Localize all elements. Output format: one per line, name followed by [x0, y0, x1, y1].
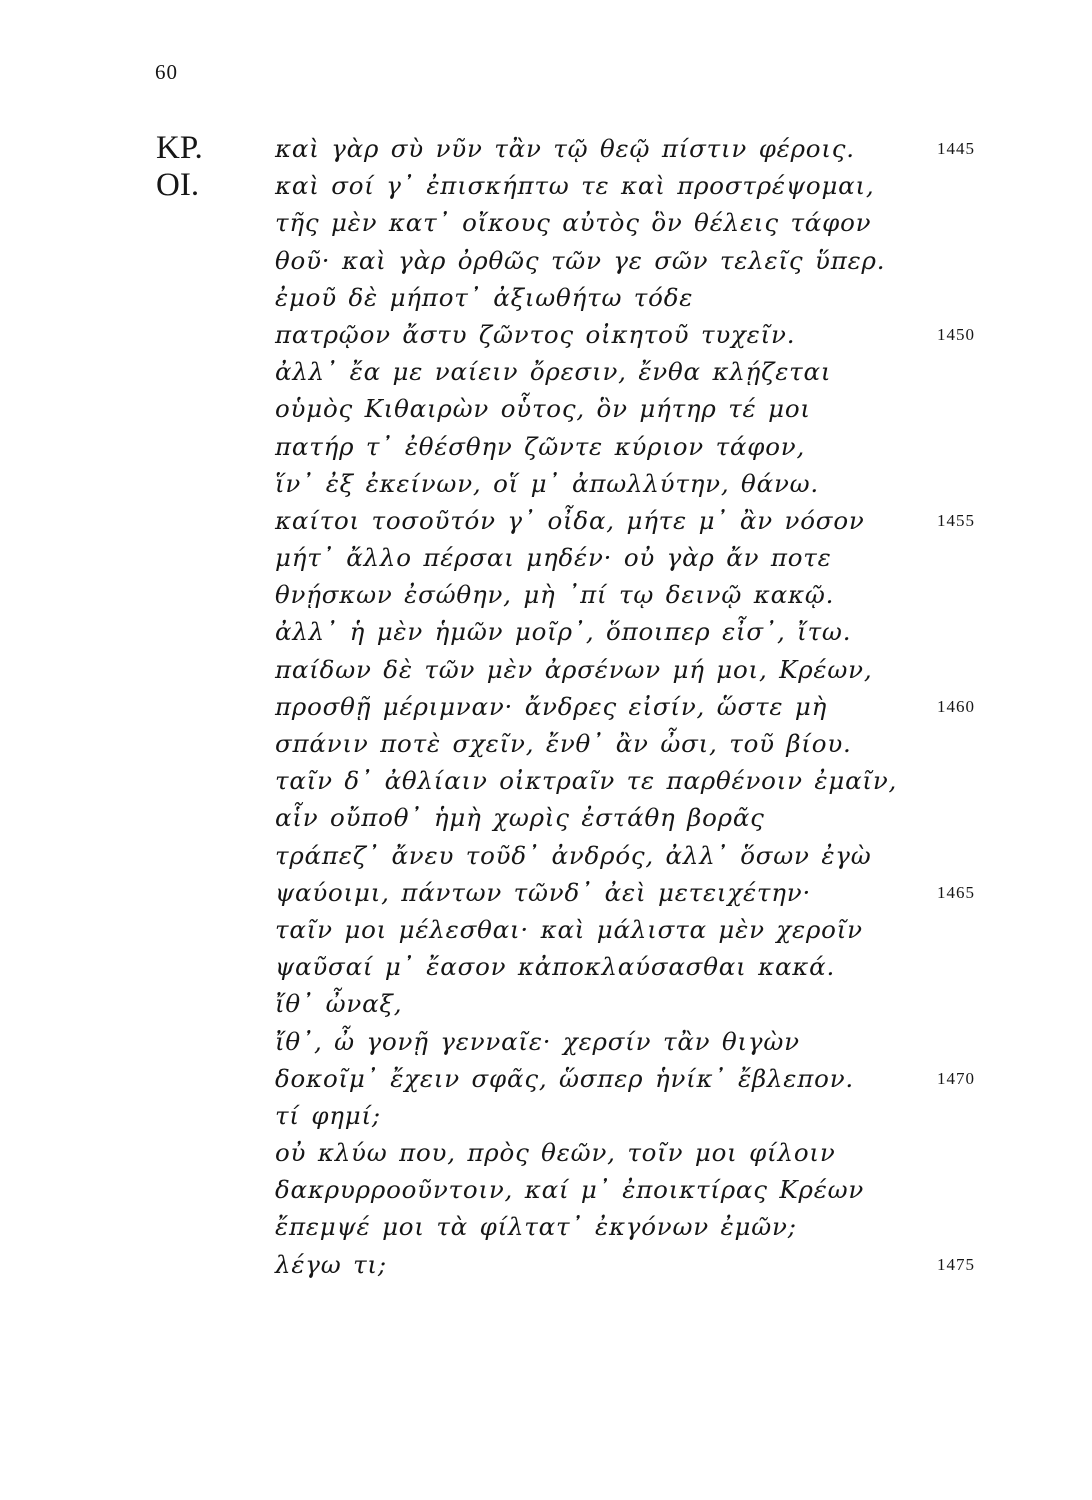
verse-line [0, 725, 1092, 762]
verse-text: παίδων δὲ τῶν μὲν ἀρσένων μή μοι, Κρέων, [275, 654, 873, 684]
verse-text: καίτοι τοσοῦτόν γ᾽ οἶδα, μήτε μ᾽ ἂν νόσον [275, 505, 865, 535]
verse-text: τί φημί; [275, 1100, 381, 1130]
verse-line [0, 799, 1092, 836]
verse-line [0, 948, 1092, 985]
verse-line [0, 985, 1092, 1022]
line-number: 1465 [937, 882, 975, 902]
page-number: 60 [155, 60, 178, 84]
verse-line [0, 167, 1092, 204]
line-number: 1445 [937, 139, 975, 158]
verse-text: ἵν᾽ ἐξ ἐκείνων, οἵ μ᾽ ἀπωλλύτην, θάνω. [275, 468, 820, 498]
verse-line [0, 204, 1092, 241]
verse-text: δακρυρροοῦντοιν, καί μ᾽ ἐποικτίρας Κρέων [275, 1175, 865, 1205]
verse-line [0, 465, 1092, 502]
verse-text: τῆς μὲν κατ᾽ οἴκους αὐτὸς ὃν θέλεις τάφον [275, 208, 872, 238]
verse-block [0, 130, 1092, 1283]
verse-line [0, 130, 1092, 167]
verse-text: τράπεζ᾽ ἄνευ τοῦδ᾽ ἀνδρός, ἀλλ᾽ ὅσων ἐγὼ [275, 840, 872, 870]
verse-text: καὶ γὰρ σὺ νῦν τἂν τῷ θεῷ πίστιν φέροις. [275, 134, 855, 163]
verse-line [0, 1023, 1092, 1060]
verse-text: οὐ κλύω που, πρὸς θεῶν, τοῖν μοι φίλοιν [275, 1138, 836, 1168]
verse-text: θοῦ· καὶ γὰρ ὀρθῶς τῶν γε σῶν τελεῖς ὕπερ. [275, 245, 886, 275]
verse-text: πατήρ τ᾽ ἐθέσθην ζῶντε κύριον τάφον, [275, 431, 806, 461]
verse-line [0, 688, 1092, 725]
verse-text: πατρῷον ἄστυ ζῶντος οἰκητοῦ τυχεῖν. [275, 319, 796, 349]
verse-text: δοκοῖμ᾽ ἔχειν σφᾶς, ὥσπερ ἡνίκ᾽ ἔβλεπον. [275, 1063, 854, 1093]
verse-text: σπάνιν ποτὲ σχεῖν, ἔνθ᾽ ἂν ὦσι, τοῦ βίου. [275, 729, 852, 758]
verse-text: ἴθ᾽ ὦναξ, [275, 989, 403, 1019]
verse-line [0, 762, 1092, 799]
verse-line [0, 242, 1092, 279]
speaker-label: ΚΡ. [156, 130, 203, 166]
verse-text: ψαύοιμι, πάντων τῶνδ᾽ ἀεὶ μετειχέτην· [275, 877, 812, 907]
verse-line [0, 576, 1092, 613]
verse-line [0, 428, 1092, 465]
line-number: 1455 [937, 510, 975, 530]
verse-line [0, 279, 1092, 316]
verse-text: αἷν οὔποθ᾽ ἡμὴ χωρὶς ἐστάθη βορᾶς [275, 803, 765, 833]
verse-line [0, 502, 1092, 539]
verse-line [0, 1060, 1092, 1097]
verse-text: ἴθ᾽, ὦ γονῇ γενναῖε· χερσίν τἂν θιγὼν [275, 1026, 800, 1056]
verse-line [0, 874, 1092, 911]
verse-text: ἀλλ᾽ ἔα με ναίειν ὄρεσιν, ἔνθα κλῄζεται [275, 357, 832, 387]
verse-line [0, 911, 1092, 948]
verse-line [0, 1208, 1092, 1245]
verse-text: θνῄσκων ἐσώθην, μὴ ᾽πί τῳ δεινῷ κακῷ. [275, 580, 835, 610]
verse-text: ταῖν δ᾽ ἀθλίαιν οἰκτραῖν τε παρθένοιν ἐμαῖν, [275, 766, 898, 796]
verse-text: ἔπεμψέ μοι τὰ φίλτατ᾽ ἐκγόνων ἐμῶν; [275, 1212, 797, 1242]
verse-line [0, 316, 1092, 353]
verse-text: καὶ σοί γ᾽ ἐπισκήπτω τε καὶ προστρέψομαι, [275, 171, 875, 201]
verse-text: λέγω τι; [275, 1249, 387, 1279]
verse-line [0, 1246, 1092, 1283]
verse-text: οὑμὸς Κιθαιρὼν οὗτος, ὃν μήτηρ τέ μοι [275, 394, 811, 424]
verse-line [0, 539, 1092, 576]
verse-text: ταῖν μοι μέλεσθαι· καὶ μάλιστα μὲν χεροῖν [275, 914, 863, 944]
verse-line [0, 353, 1092, 390]
speaker-label: ΟΙ. [156, 167, 200, 204]
verse-text: ἀλλ᾽ ἡ μὲν ἡμῶν μοῖρ᾽, ὅποιπερ εἶσ᾽, ἴτω. [275, 617, 852, 647]
verse-text: ψαῦσαί μ᾽ ἔασον κἀποκλαύσασθαι κακά. [275, 952, 836, 982]
line-number: 1460 [937, 696, 975, 716]
verse-text: μήτ᾽ ἄλλο πέρσαι μηδέν· οὐ γὰρ ἄν ποτε [275, 543, 832, 573]
verse-line [0, 837, 1092, 874]
verse-line [0, 1134, 1092, 1171]
verse-line [0, 613, 1092, 650]
verse-text: προσθῇ μέριμναν· ἄνδρες εἰσίν, ὥστε μὴ [275, 691, 828, 721]
verse-line [0, 1097, 1092, 1134]
line-number: 1470 [937, 1068, 975, 1088]
line-number: 1475 [937, 1254, 975, 1274]
verse-text: ἐμοῦ δὲ μήποτ᾽ ἀξιωθήτω τόδε [275, 282, 694, 312]
verse-line [0, 1171, 1092, 1208]
verse-line [0, 651, 1092, 688]
verse-line [0, 390, 1092, 427]
line-number: 1450 [937, 324, 975, 344]
